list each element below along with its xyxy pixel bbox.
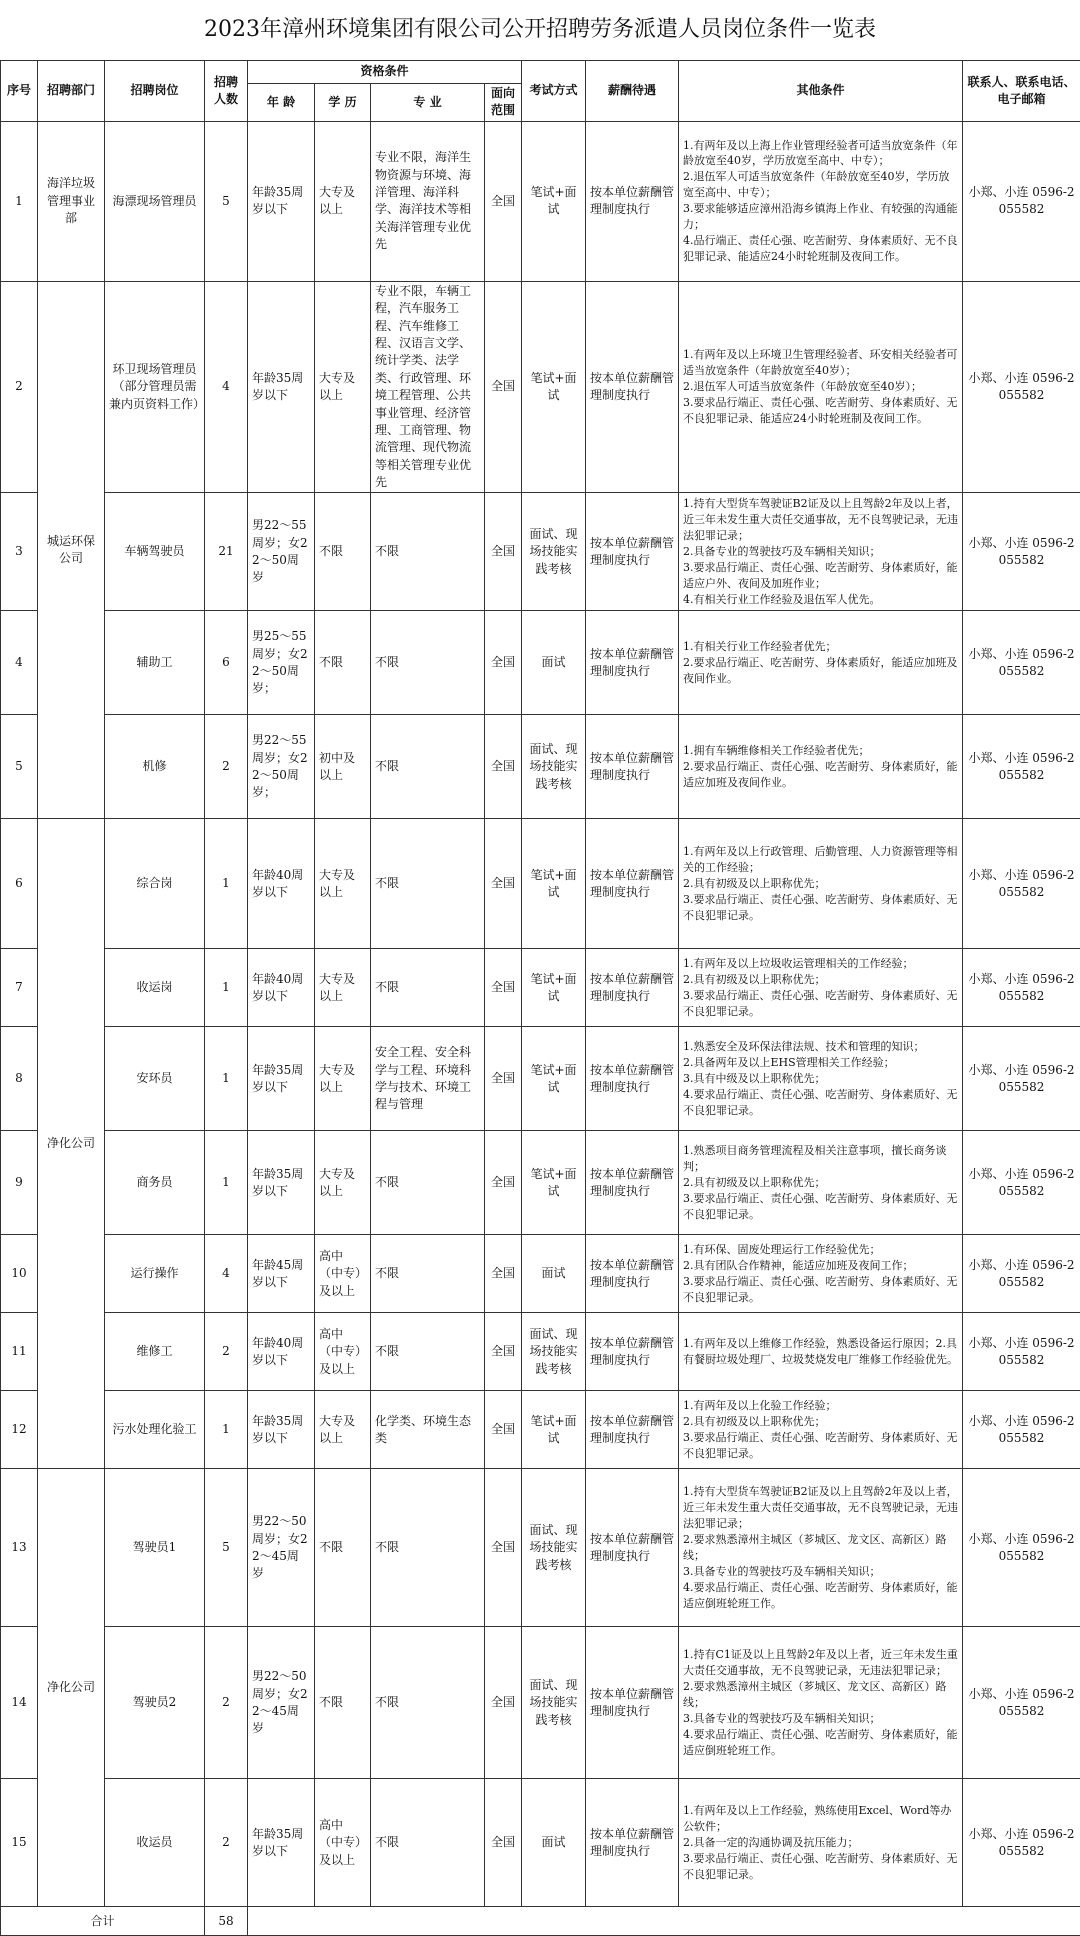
other-cell: 1.拥有车辆维修相关工作经验者优先； 2.要求品行端正、责任心强、吃苦耐劳、身体素质好，能适应加班及夜间作业。 (679, 715, 963, 819)
other-cell: 1.持有大型货车驾驶证B2证及以上且驾龄2年及以上者，近三年未发生重大责任交通事故，无不良驾驶记录，无违法犯罪记录； 2.具备专业的驾驶技巧及车辆相关知识； 3.要求品行端正、责任心强、吃苦耐劳、身体素质好，能适应户外、夜间及加班作业； 4.有相关行业工作经验及退伍军人优先。 (679, 493, 963, 611)
count-cell: 2 (205, 715, 248, 819)
scope-cell: 全国 (485, 1469, 522, 1627)
count-cell: 4 (205, 281, 248, 493)
department-cell: 净化公司 (38, 819, 105, 1469)
total-blank (248, 1907, 1080, 1936)
salary-cell: 按本单位薪酬管理制度执行 (586, 1027, 679, 1131)
edu-cell: 高中（中专）及以上 (315, 1313, 371, 1391)
header-other: 其他条件 (679, 61, 963, 122)
table-row (1, 1313, 1080, 1391)
contact-cell: 小郑、小连 0596-2055582 (963, 1469, 1080, 1627)
exam-cell: 面试、现场技能实践考核 (522, 1469, 586, 1627)
major-cell: 不限 (371, 1627, 485, 1779)
post-cell: 驾驶员2 (105, 1627, 205, 1779)
total-label: 合计 (1, 1907, 205, 1936)
seq-cell: 11 (1, 1313, 38, 1391)
contact-cell: 小郑、小连 0596-2055582 (963, 1391, 1080, 1469)
scope-cell: 全国 (485, 1027, 522, 1131)
scope-cell: 全国 (485, 949, 522, 1027)
scope-cell: 全国 (485, 611, 522, 715)
salary-cell: 按本单位薪酬管理制度执行 (586, 1469, 679, 1627)
table-row (1, 121, 1080, 281)
post-cell: 驾驶员1 (105, 1469, 205, 1627)
salary-cell: 按本单位薪酬管理制度执行 (586, 1627, 679, 1779)
scope-cell: 全国 (485, 1779, 522, 1907)
contact-cell: 小郑、小连 0596-2055582 (963, 493, 1080, 611)
age-cell: 男22～55周岁；女22～50周岁； (248, 715, 315, 819)
age-cell: 年龄35周岁以下 (248, 1779, 315, 1907)
age-cell: 年龄35周岁以下 (248, 1027, 315, 1131)
major-cell: 专业不限，车辆工程，汽车服务工程、汽车维修工程、汉语言文学、统计学类、法学类、行政管理、环境工程管理、公共事业管理、经济管理、工商管理、物流管理、现代物流等相关管理专业优先 (371, 281, 485, 493)
table-row (1, 493, 1080, 611)
header-count: 招聘人数 (205, 61, 248, 122)
age-cell: 年龄35周岁以下 (248, 121, 315, 281)
edu-cell: 大专及以上 (315, 121, 371, 281)
header-qualifications: 资格条件 (248, 61, 522, 84)
edu-cell: 大专及以上 (315, 281, 371, 493)
major-cell: 不限 (371, 819, 485, 949)
header-dept: 招聘部门 (38, 61, 105, 122)
major-cell: 不限 (371, 1131, 485, 1235)
seq-cell: 3 (1, 493, 38, 611)
count-cell: 6 (205, 611, 248, 715)
seq-cell: 1 (1, 121, 38, 281)
other-cell: 1.有环保、固废处理运行工作经验优先； 2.具有团队合作精神，能适应加班及夜间工作； 3.要求品行端正、责任心强、吃苦耐劳、身体素质好、无不良犯罪记录。 (679, 1235, 963, 1313)
department-cell: 净化公司 (38, 1469, 105, 1907)
seq-cell: 4 (1, 611, 38, 715)
age-cell: 年龄35周岁以下 (248, 1391, 315, 1469)
edu-cell: 大专及以上 (315, 1131, 371, 1235)
seq-cell: 6 (1, 819, 38, 949)
edu-cell: 不限 (315, 611, 371, 715)
department-cell: 海洋垃圾管理事业部 (38, 121, 105, 281)
age-cell: 年龄40周岁以下 (248, 1313, 315, 1391)
table-row (1, 949, 1080, 1027)
post-cell: 辅助工 (105, 611, 205, 715)
seq-cell: 5 (1, 715, 38, 819)
count-cell: 1 (205, 819, 248, 949)
count-cell: 4 (205, 1235, 248, 1313)
table-row (1, 1469, 1080, 1627)
other-cell: 1.有两年及以上行政管理、后勤管理、人力资源管理等相关的工作经验； 2.具有初级及以上职称优先； 3.要求品行端正、责任心强、吃苦耐劳、身体素质好、无不良犯罪记录。 (679, 819, 963, 949)
other-cell: 1.有两年及以上海上作业管理经验者可适当放宽条件（年龄放宽至40岁，学历放宽至高中、中专）； 2.退伍军人可适当放宽条件（年龄放宽至40岁，学历放宽至高中、中专）； 3.要求能够适应漳州沿海乡镇海上作业、有较强的沟通能力； 4.品行端正、责任心强、吃苦耐劳、身体素质好、无不良犯罪记录、能适应24小时轮班制及夜间工作。 (679, 121, 963, 281)
header-edu: 学 历 (315, 84, 371, 122)
table-row (1, 1391, 1080, 1469)
exam-cell: 面试、现场技能实践考核 (522, 493, 586, 611)
contact-cell: 小郑、小连 0596-2055582 (963, 611, 1080, 715)
contact-cell: 小郑、小连 0596-2055582 (963, 715, 1080, 819)
salary-cell: 按本单位薪酬管理制度执行 (586, 1391, 679, 1469)
header-seq: 序号 (1, 61, 38, 122)
salary-cell: 按本单位薪酬管理制度执行 (586, 121, 679, 281)
major-cell: 不限 (371, 493, 485, 611)
header-age: 年 龄 (248, 84, 315, 122)
other-cell: 1.有相关行业工作经验者优先； 2.要求品行端正、吃苦耐劳、身体素质好，能适应加班及夜间作业。 (679, 611, 963, 715)
total-count: 58 (205, 1907, 248, 1936)
major-cell: 专业不限，海洋生物资源与环境、海洋管理、海洋科学、海洋技术等相关海洋管理专业优先 (371, 121, 485, 281)
header-salary: 薪酬待遇 (586, 61, 679, 122)
scope-cell: 全国 (485, 715, 522, 819)
count-cell: 2 (205, 1313, 248, 1391)
major-cell: 不限 (371, 611, 485, 715)
exam-cell: 笔试+面试 (522, 1391, 586, 1469)
count-cell: 1 (205, 1391, 248, 1469)
table-row (1, 819, 1080, 949)
count-cell: 1 (205, 1027, 248, 1131)
major-cell: 不限 (371, 1469, 485, 1627)
scope-cell: 全国 (485, 281, 522, 493)
exam-cell: 面试、现场技能实践考核 (522, 1313, 586, 1391)
age-cell: 男22～55周岁；女22～50周岁 (248, 493, 315, 611)
post-cell: 运行操作 (105, 1235, 205, 1313)
major-cell: 不限 (371, 949, 485, 1027)
edu-cell: 大专及以上 (315, 1391, 371, 1469)
contact-cell: 小郑、小连 0596-2055582 (963, 1131, 1080, 1235)
edu-cell: 初中及以上 (315, 715, 371, 819)
major-cell: 安全工程、安全科学与工程、环境科学与技术、环境工程与管理 (371, 1027, 485, 1131)
exam-cell: 面试 (522, 611, 586, 715)
seq-cell: 10 (1, 1235, 38, 1313)
other-cell: 1.有两年及以上垃圾收运管理相关的工作经验； 2.具有初级及以上职称优先； 3.要求品行端正、责任心强、吃苦耐劳、身体素质好、无不良犯罪记录。 (679, 949, 963, 1027)
count-cell: 2 (205, 1779, 248, 1907)
contact-cell: 小郑、小连 0596-2055582 (963, 1313, 1080, 1391)
edu-cell: 高中（中专）及以上 (315, 1235, 371, 1313)
other-cell: 1.有两年及以上工作经验，熟练使用Excel、Word等办公软件； 2.具备一定的沟通协调及抗压能力； 3.要求品行端正、责任心强、吃苦耐劳、身体素质好、无不良犯罪记录。 (679, 1779, 963, 1907)
contact-cell: 小郑、小连 0596-2055582 (963, 281, 1080, 493)
count-cell: 2 (205, 1627, 248, 1779)
edu-cell: 高中（中专）及以上 (315, 1779, 371, 1907)
table-row (1, 715, 1080, 819)
salary-cell: 按本单位薪酬管理制度执行 (586, 715, 679, 819)
age-cell: 年龄35周岁以下 (248, 281, 315, 493)
seq-cell: 9 (1, 1131, 38, 1235)
edu-cell: 不限 (315, 493, 371, 611)
table-row (1, 1779, 1080, 1907)
edu-cell: 大专及以上 (315, 819, 371, 949)
department-cell: 城运环保公司 (38, 281, 105, 819)
salary-cell: 按本单位薪酬管理制度执行 (586, 493, 679, 611)
table-row (1, 281, 1080, 493)
seq-cell: 13 (1, 1469, 38, 1627)
seq-cell: 14 (1, 1627, 38, 1779)
post-cell: 收运岗 (105, 949, 205, 1027)
exam-cell: 笔试+面试 (522, 949, 586, 1027)
contact-cell: 小郑、小连 0596-2055582 (963, 1779, 1080, 1907)
other-cell: 1.持有C1证及以上且驾龄2年及以上者，近三年未发生重大责任交通事故，无不良驾驶记录，无违法犯罪记录； 2.要求熟悉漳州主城区（芗城区、龙文区、高新区）路线； 3.具备专业的驾驶技巧及车辆相关知识； 4.要求品行端正、责任心强、吃苦耐劳、身体素质好，能适应倒班轮班工作。 (679, 1627, 963, 1779)
age-cell: 男25～55周岁；女22～50周岁； (248, 611, 315, 715)
major-cell: 不限 (371, 1235, 485, 1313)
scope-cell: 全国 (485, 1391, 522, 1469)
scope-cell: 全国 (485, 1131, 522, 1235)
age-cell: 年龄45周岁以下 (248, 1235, 315, 1313)
major-cell: 不限 (371, 715, 485, 819)
age-cell: 年龄40周岁以下 (248, 949, 315, 1027)
salary-cell: 按本单位薪酬管理制度执行 (586, 1235, 679, 1313)
page-title: 2023年漳州环境集团有限公司公开招聘劳务派遣人员岗位条件一览表 (0, 0, 1080, 60)
table-row (1, 1131, 1080, 1235)
salary-cell: 按本单位薪酬管理制度执行 (586, 611, 679, 715)
post-cell: 综合岗 (105, 819, 205, 949)
other-cell: 1.持有大型货车驾驶证B2证及以上且驾龄2年及以上者，近三年未发生重大责任交通事故，无不良驾驶记录，无违法犯罪记录； 2.要求熟悉漳州主城区（芗城区、龙文区、高新区）路线； 3.具备专业的驾驶技巧及车辆相关知识； 4.要求品行端正、责任心强、吃苦耐劳、身体素质好，能适应倒班轮班工作。 (679, 1469, 963, 1627)
post-cell: 环卫现场管理员（部分管理员需兼内页资料工作） (105, 281, 205, 493)
post-cell: 维修工 (105, 1313, 205, 1391)
exam-cell: 笔试+面试 (522, 1131, 586, 1235)
edu-cell: 不限 (315, 1627, 371, 1779)
scope-cell: 全国 (485, 1627, 522, 1779)
count-cell: 1 (205, 949, 248, 1027)
header-post: 招聘岗位 (105, 61, 205, 122)
scope-cell: 全国 (485, 493, 522, 611)
other-cell: 1.熟悉安全及环保法律法规、技术和管理的知识； 2.具备两年及以上EHS管理相关工作经验； 3.具有中级及以上职称优先； 4.要求品行端正、责任心强、吃苦耐劳、身体素质好、无不良犯罪记录。 (679, 1027, 963, 1131)
scope-cell: 全国 (485, 121, 522, 281)
scope-cell: 全国 (485, 1313, 522, 1391)
exam-cell: 笔试+面试 (522, 1027, 586, 1131)
post-cell: 商务员 (105, 1131, 205, 1235)
header-contact: 联系人、联系电话、 电子邮箱 (963, 61, 1080, 122)
major-cell: 不限 (371, 1779, 485, 1907)
age-cell: 年龄35周岁以下 (248, 1131, 315, 1235)
salary-cell: 按本单位薪酬管理制度执行 (586, 949, 679, 1027)
other-cell: 1.有两年及以上维修工作经验，熟悉设备运行原因；2.具有餐厨垃圾处理厂、垃圾焚烧发电厂维修工作经验优先。 (679, 1313, 963, 1391)
other-cell: 1.熟悉项目商务管理流程及相关注意事项，擅长商务谈判； 2.具有初级及以上职称优先； 3.要求品行端正、责任心强、吃苦耐劳、身体素质好、无不良犯罪记录。 (679, 1131, 963, 1235)
edu-cell: 大专及以上 (315, 1027, 371, 1131)
age-cell: 男22～50周岁；女22～45周岁 (248, 1627, 315, 1779)
post-cell: 安环员 (105, 1027, 205, 1131)
major-cell: 化学类、环境生态类 (371, 1391, 485, 1469)
header-scope: 面向范围 (485, 84, 522, 122)
age-cell: 男22～50周岁；女22～45周岁 (248, 1469, 315, 1627)
table-row (1, 1235, 1080, 1313)
exam-cell: 笔试+面试 (522, 121, 586, 281)
contact-cell: 小郑、小连 0596-2055582 (963, 1627, 1080, 1779)
seq-cell: 2 (1, 281, 38, 493)
table-row (1, 1627, 1080, 1779)
exam-cell: 面试 (522, 1235, 586, 1313)
post-cell: 海漂现场管理员 (105, 121, 205, 281)
salary-cell: 按本单位薪酬管理制度执行 (586, 281, 679, 493)
count-cell: 21 (205, 493, 248, 611)
post-cell: 车辆驾驶员 (105, 493, 205, 611)
recruitment-table (0, 60, 1080, 1936)
post-cell: 机修 (105, 715, 205, 819)
salary-cell: 按本单位薪酬管理制度执行 (586, 1779, 679, 1907)
seq-cell: 7 (1, 949, 38, 1027)
edu-cell: 不限 (315, 1469, 371, 1627)
seq-cell: 8 (1, 1027, 38, 1131)
post-cell: 污水处理化验工 (105, 1391, 205, 1469)
contact-cell: 小郑、小连 0596-2055582 (963, 1235, 1080, 1313)
count-cell: 1 (205, 1131, 248, 1235)
exam-cell: 面试、现场技能实践考核 (522, 715, 586, 819)
contact-cell: 小郑、小连 0596-2055582 (963, 949, 1080, 1027)
scope-cell: 全国 (485, 1235, 522, 1313)
exam-cell: 笔试+面试 (522, 819, 586, 949)
other-cell: 1.有两年及以上化验工作经验； 2.具有初级及以上职称优先； 3.要求品行端正、责任心强、吃苦耐劳、身体素质好、无不良犯罪记录。 (679, 1391, 963, 1469)
count-cell: 5 (205, 121, 248, 281)
other-cell: 1.有两年及以上环境卫生管理经验者、环安相关经验者可适当放宽条件（年龄放宽至40岁）； 2.退伍军人可适当放宽条件（年龄放宽至40岁）； 3.要求品行端正、责任心强、吃苦耐劳、身体素质好、无不良犯罪记录、能适应24小时轮班制及夜间工作。 (679, 281, 963, 493)
count-cell: 5 (205, 1469, 248, 1627)
table-row (1, 611, 1080, 715)
post-cell: 收运员 (105, 1779, 205, 1907)
edu-cell: 大专及以上 (315, 949, 371, 1027)
header-exam: 考试方式 (522, 61, 586, 122)
seq-cell: 12 (1, 1391, 38, 1469)
age-cell: 年龄40周岁以下 (248, 819, 315, 949)
contact-cell: 小郑、小连 0596-2055582 (963, 819, 1080, 949)
major-cell: 不限 (371, 1313, 485, 1391)
seq-cell: 15 (1, 1779, 38, 1907)
contact-cell: 小郑、小连 0596-2055582 (963, 121, 1080, 281)
salary-cell: 按本单位薪酬管理制度执行 (586, 819, 679, 949)
header-major: 专 业 (371, 84, 485, 122)
exam-cell: 面试、现场技能实践考核 (522, 1627, 586, 1779)
scope-cell: 全国 (485, 819, 522, 949)
table-row (1, 1027, 1080, 1131)
exam-cell: 笔试+面试 (522, 281, 586, 493)
exam-cell: 面试 (522, 1779, 586, 1907)
salary-cell: 按本单位薪酬管理制度执行 (586, 1131, 679, 1235)
contact-cell: 小郑、小连 0596-2055582 (963, 1027, 1080, 1131)
salary-cell: 按本单位薪酬管理制度执行 (586, 1313, 679, 1391)
